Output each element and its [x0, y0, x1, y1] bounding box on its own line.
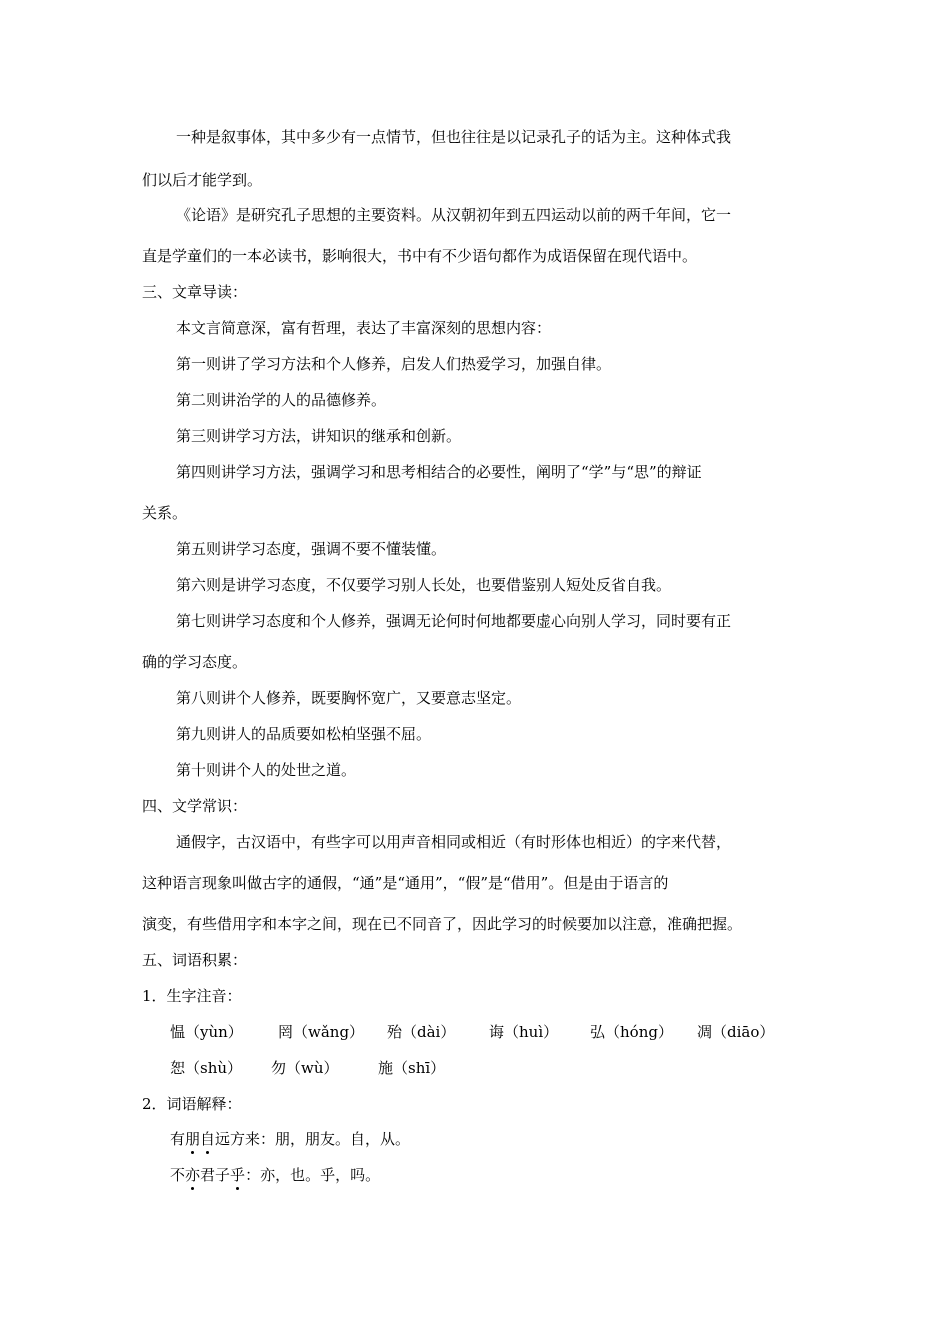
section-heading: 三、文章导读： — [142, 283, 248, 301]
definition-line — [170, 1129, 410, 1149]
pinyin-entry: 施（shī） — [378, 1059, 446, 1077]
paragraph-line: 一种是叙事体，其中多少有一点情节，但也往往是以记录孔子的话为主。这种体式我 — [176, 128, 732, 146]
reading-item: 第七则讲学习态度和个人修养，强调无论何时何地都要虚心向别人学习，同时要有正 — [176, 612, 732, 630]
knowledge-line: 这种语言现象叫做古字的通假，“通”是“通用”，“假”是“借用”。但是由于语言的 — [142, 874, 669, 892]
paragraph-line: 直是学童们的一本必读书，影响很大，书中有不少语句都作为成语保留在现代语中。 — [142, 247, 698, 265]
definition-text: 有 — [170, 1130, 186, 1148]
subsection-heading: 1．生字注音： — [142, 987, 242, 1005]
definition-text: 不 — [170, 1166, 186, 1184]
pinyin-entry: 殆（dài） — [387, 1023, 456, 1041]
reading-item: 第八则讲个人修养，既要胸怀宽广，又要意志坚定。 — [176, 689, 522, 707]
definition-text: 远方来：朋，朋友。自，从。 — [215, 1130, 411, 1148]
reading-item: 第五则讲学习态度，强调不要不懂装懂。 — [176, 540, 447, 558]
definition-line — [170, 1165, 380, 1185]
definition-text: 君子 — [200, 1166, 231, 1184]
pinyin-entry: 勿（wù） — [271, 1059, 339, 1077]
pinyin-entry: 愠（yùn） — [170, 1023, 243, 1041]
pinyin-entry: 弘（hóng） — [590, 1023, 673, 1041]
reading-item: 第一则讲了学习方法和个人修养，启发人们热爱学习，加强自律。 — [176, 355, 612, 373]
section-intro: 本文言简意深，富有哲理，表达了丰富深刻的思想内容： — [176, 319, 552, 337]
reading-item: 第二则讲治学的人的品德修养。 — [176, 391, 387, 409]
reading-item: 第十则讲个人的处世之道。 — [176, 761, 357, 779]
emphasis-char: 朋 — [185, 1130, 201, 1148]
paragraph-line: 《论语》是研究孔子思想的主要资料。从汉朝初年到五四运动以前的两千年间，它一 — [176, 206, 732, 224]
reading-item: 确的学习态度。 — [142, 653, 248, 671]
knowledge-line: 通假字，古汉语中，有些字可以用声音相同或相近（有时形体也相近）的字来代替， — [176, 833, 732, 851]
pinyin-entry: 凋（diāo） — [697, 1023, 775, 1041]
reading-item: 关系。 — [142, 504, 188, 522]
paragraph-line: 们以后才能学到。 — [142, 171, 263, 189]
pinyin-entry: 罔（wǎng） — [278, 1023, 365, 1041]
reading-item: 第四则讲学习方法，强调学习和思考相结合的必要性，阐明了“学”与“思”的辩证 — [176, 463, 702, 481]
pinyin-entry: 恕（shù） — [170, 1059, 243, 1077]
section-heading: 五、词语积累： — [142, 951, 248, 969]
reading-item: 第九则讲人的品质要如松柏坚强不屈。 — [176, 725, 432, 743]
definition-text: ：亦，也。乎，吗。 — [245, 1166, 381, 1184]
reading-item: 第三则讲学习方法，讲知识的继承和创新。 — [176, 427, 462, 445]
emphasis-char: 亦 — [185, 1166, 201, 1184]
emphasis-char: 自 — [200, 1130, 216, 1148]
knowledge-line: 演变，有些借用字和本字之间，现在已不同音了，因此学习的时候要加以注意，准确把握。 — [142, 915, 743, 933]
reading-item: 第六则是讲学习态度，不仅要学习别人长处，也要借鉴别人短处反省自我。 — [176, 576, 672, 594]
emphasis-char: 乎 — [230, 1166, 246, 1184]
subsection-heading: 2．词语解释： — [142, 1095, 242, 1113]
section-heading: 四、文学常识： — [142, 797, 248, 815]
pinyin-entry: 诲（huì） — [489, 1023, 559, 1041]
